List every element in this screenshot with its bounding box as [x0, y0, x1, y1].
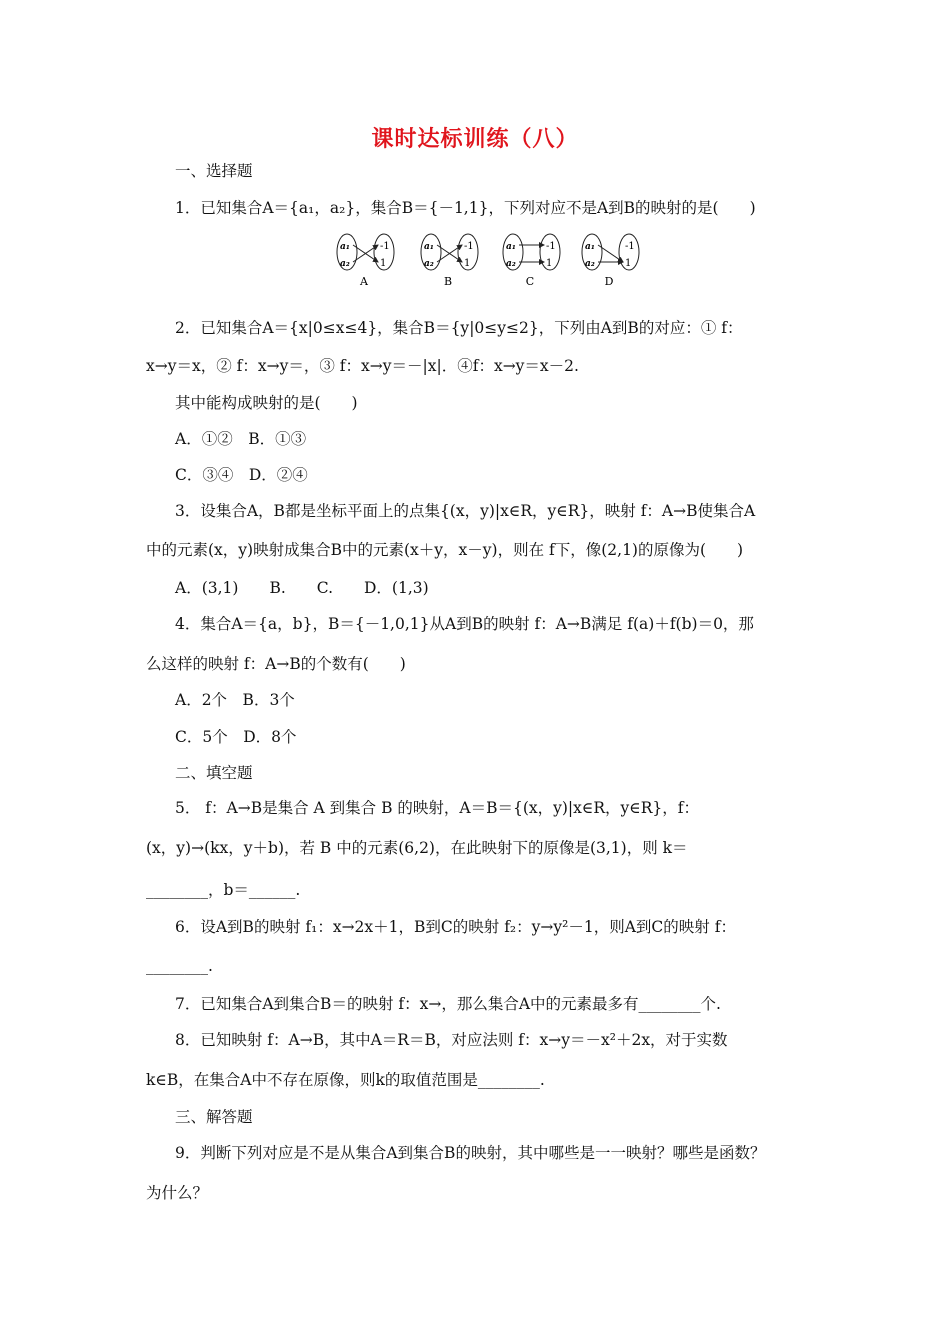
element-label: -1	[380, 241, 390, 252]
text-line: 2．已知集合A＝{x|0≤x≤4}，集合B＝{y|0≤y≤2}，下列由A到B的对应：① f：	[175, 319, 743, 337]
text-line: 7．已知集合A到集合B＝的映射 f：x→，那么集合A中的元素最多有________个.	[175, 995, 721, 1013]
element-label: -1	[546, 241, 556, 252]
text-line: x→y＝x，② f：x→y＝，③ f：x→y＝－|x|．④f：x→y＝x－2.	[146, 357, 579, 375]
element-label: -1	[464, 241, 474, 252]
element-label: a₁	[340, 242, 350, 252]
text-line: 6．设A到B的映射 f₁：x→2x＋1，B到C的映射 f₂：y→y²－1，则A到C的映射 f：	[175, 918, 736, 936]
element-label: 1	[464, 258, 471, 269]
text-line: 8．已知映射 f：A→B，其中A＝R＝B，对应法则 f：x→y＝－x²＋2x，对于实数	[175, 1031, 728, 1049]
panel-caption: D	[604, 275, 614, 288]
element-label: a₁	[506, 242, 516, 252]
panel-caption: C	[525, 275, 535, 288]
mapping-panel	[421, 234, 478, 288]
text-line: 4．集合A＝{a，b}，B＝{－1,0,1}从A到B的映射 f：A→B满足 f(a)＋f(b)＝0，那	[175, 615, 754, 633]
text-line: A．2个 B．3个	[175, 691, 295, 709]
text-line: ________，b＝______.	[146, 881, 301, 899]
text-line: 1．已知集合A＝{a₁，a₂}，集合B＝{－1,1}，下列对应不是A到B的映射的是( )	[175, 199, 756, 217]
text-line: 9．判断下列对应是不是从集合A到集合B的映射，其中哪些是一一映射？哪些是函数？	[175, 1144, 766, 1162]
element-label: a₂	[340, 259, 350, 269]
element-label: a₂	[585, 259, 595, 269]
element-label: a₂	[424, 259, 434, 269]
text-line: (x，y)→(kx，y＋b)，若 B 中的元素(6,2)，在此映射下的原像是(3,1)，则 k＝	[146, 839, 688, 857]
element-label: -1	[625, 241, 635, 252]
mapping-panel	[503, 234, 560, 288]
text-line: ________.	[146, 957, 213, 975]
text-line: 其中能构成映射的是( )	[175, 394, 358, 412]
text-line: C．5个 D．8个	[175, 728, 297, 746]
element-label: 1	[625, 258, 632, 269]
text-line: C．③④ D．②④	[175, 466, 308, 484]
panel-caption: A	[360, 275, 368, 288]
text-line: 么这样的映射 f：A→B的个数有( )	[146, 655, 406, 673]
element-label: 1	[380, 258, 387, 269]
text-line: 中的元素(x，y)映射成集合B中的元素(x＋y，x－y)，则在 f下，像(2,1)的原像为( )	[146, 541, 744, 559]
element-label: a₁	[585, 242, 595, 252]
element-label: a₂	[506, 259, 516, 269]
text-line: 3．设集合A，B都是坐标平面上的点集{(x，y)|x∈R，y∈R}，映射 f：A→B使集合A	[175, 502, 756, 520]
text-line: 为什么？	[146, 1184, 209, 1202]
mapping-panel	[582, 234, 639, 288]
text-line: A．①② B．①③	[175, 430, 307, 448]
text-line: k∈B，在集合A中不存在原像，则k的取值范围是________.	[146, 1071, 545, 1089]
text-line: 二、填空题	[175, 764, 253, 782]
mapping-panel	[337, 234, 394, 288]
mapping-diagrams	[334, 232, 654, 292]
panel-caption: B	[443, 275, 453, 288]
text-line: 一、选择题	[175, 162, 253, 180]
page-title: 课时达标训练（八）	[371, 126, 579, 152]
text-line: A．(3,1) B. C. D．(1,3)	[175, 579, 429, 597]
element-label: 1	[546, 258, 553, 269]
element-label: a₁	[424, 242, 434, 252]
text-line: 5． f：A→B是集合 A 到集合 B 的映射，A＝B＝{(x，y)|x∈R，y∈R}，f：	[175, 799, 700, 817]
text-line: 三、解答题	[175, 1108, 253, 1126]
